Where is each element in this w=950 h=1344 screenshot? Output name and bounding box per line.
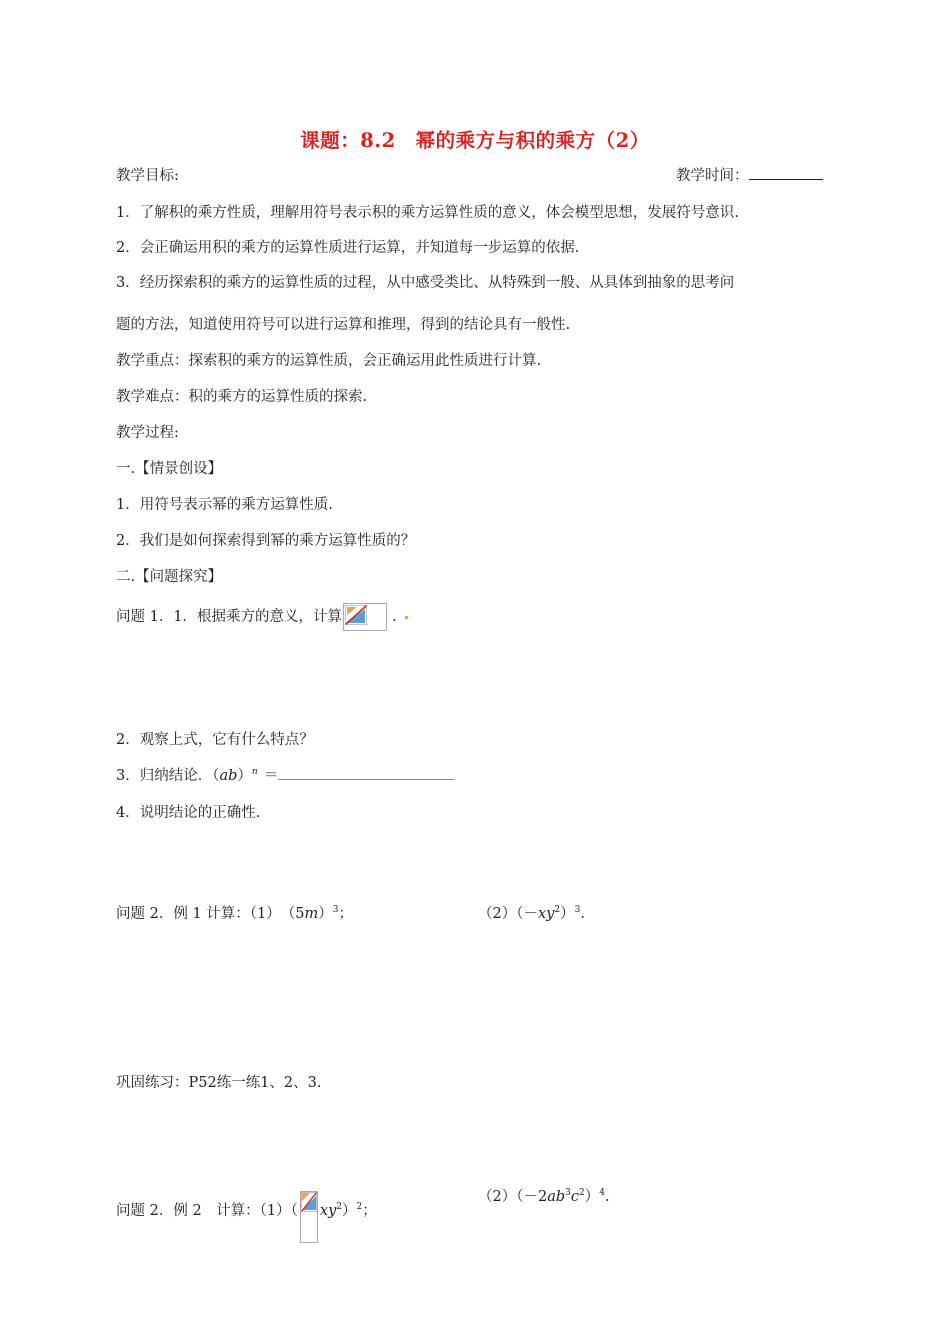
mark-dot [405, 616, 408, 619]
teaching-time-label: 教学时间： [676, 168, 749, 184]
page-title: 课题：8.2 幂的乘方与积的乘方（2） [300, 129, 650, 152]
example1-close: ） [318, 906, 333, 922]
section1-heading: 一.【情景创设】 [116, 461, 223, 477]
example2-p2-exp1: 3 [565, 1188, 571, 1199]
example2-p2-label: （2）（－2 [478, 1189, 548, 1205]
conclusion-close: ） [237, 768, 252, 784]
process-label: 教学过程: [116, 425, 179, 441]
question1 [116, 603, 408, 631]
conclusion-exp: n [251, 767, 258, 778]
difficulty: 教学难点：积的乘方的运算性质的探索. [116, 389, 368, 405]
practice: 巩固练习：P52练一练1、2、3. [116, 1075, 322, 1091]
example2-p2-var2: c [570, 1189, 579, 1205]
fraction-image-icon [300, 1191, 318, 1243]
example1 [116, 902, 353, 923]
conclusion-var: ab [219, 768, 238, 784]
section2-heading: 二.【问题探究】 [116, 569, 223, 585]
example1-var: m [304, 906, 319, 922]
example1-label: 问题 2．例 1 计算：（1） （5 [116, 906, 305, 922]
example1-semi: ； [338, 906, 353, 922]
example2-p2-exp2: 2 [579, 1188, 585, 1199]
conclusion-eq: ＝ [263, 768, 279, 784]
objective-3-cont: 题的方法，知道使用符号可以进行运算和推理，得到的结论具有一般性. [116, 317, 571, 333]
example2-part2 [478, 1185, 610, 1206]
example2-p2-end: . [604, 1189, 610, 1205]
example2-label: 问题 2．例 2 计算：（1）（ [116, 1203, 298, 1219]
example2 [116, 1185, 377, 1237]
section1-item-2: 2．我们是如何探索得到幂的乘方运算性质的？ [116, 533, 416, 549]
conclusion-blank[interactable] [278, 767, 454, 780]
example2-inner-exp: 2 [336, 1202, 343, 1213]
example1-p2-exp: 3 [574, 905, 581, 916]
question1-item-3 [116, 764, 454, 785]
conclusion-prefix: 3．归纳结论．（ [116, 768, 220, 784]
example2-exp: 2 [356, 1202, 363, 1213]
example1-p2-var: xy [537, 906, 555, 922]
example2-p2-exp: 4 [599, 1188, 605, 1199]
example2-var: xy [319, 1203, 337, 1219]
example1-p2-label: （2）（－ [478, 906, 538, 922]
question1-text: 问题 1．1．根据乘方的意义，计算 [116, 609, 343, 625]
question1-item-4: 4．说明结论的正确性. [116, 805, 261, 821]
example2-p2-var1: ab [547, 1189, 566, 1205]
formula-image-icon [343, 603, 387, 631]
example1-p2-end: . [580, 906, 585, 922]
example1-part2 [478, 902, 585, 923]
objective-3: 3．经历探索积的乘方的运算性质的过程，从中感受类比、从特殊到一般、从具体到抽象的思考问 [116, 275, 735, 291]
section1-item-1: 1．用符号表示幂的乘方运算性质. [116, 497, 333, 513]
question1-end: . [392, 609, 397, 625]
example1-exp: 3 [332, 905, 339, 916]
example1-p2-close: ） [560, 906, 575, 922]
example2-close: ） [342, 1203, 357, 1219]
objective-2: 2．会正确运用积的乘方的运算性质进行运算，并知道每一步运算的依据. [116, 240, 580, 256]
question1-item-2: 2．观察上式，它有什么特点？ [116, 732, 314, 748]
objective-1: 1．了解积的乘方性质，理解用符号表示积的乘方运算性质的意义，体会模型思想，发展符号意识. [116, 205, 739, 221]
example2-p2-close: ） [584, 1189, 600, 1205]
example1-p2-inner-exp: 2 [554, 905, 561, 916]
objectives-label: 教学目标: [116, 168, 179, 184]
teaching-time-blank[interactable] [749, 167, 823, 180]
key-point: 教学重点：探索积的乘方的运算性质，会正确运用此性质进行计算. [116, 353, 542, 369]
teaching-time [676, 164, 823, 185]
example2-semi: ； [362, 1203, 377, 1219]
